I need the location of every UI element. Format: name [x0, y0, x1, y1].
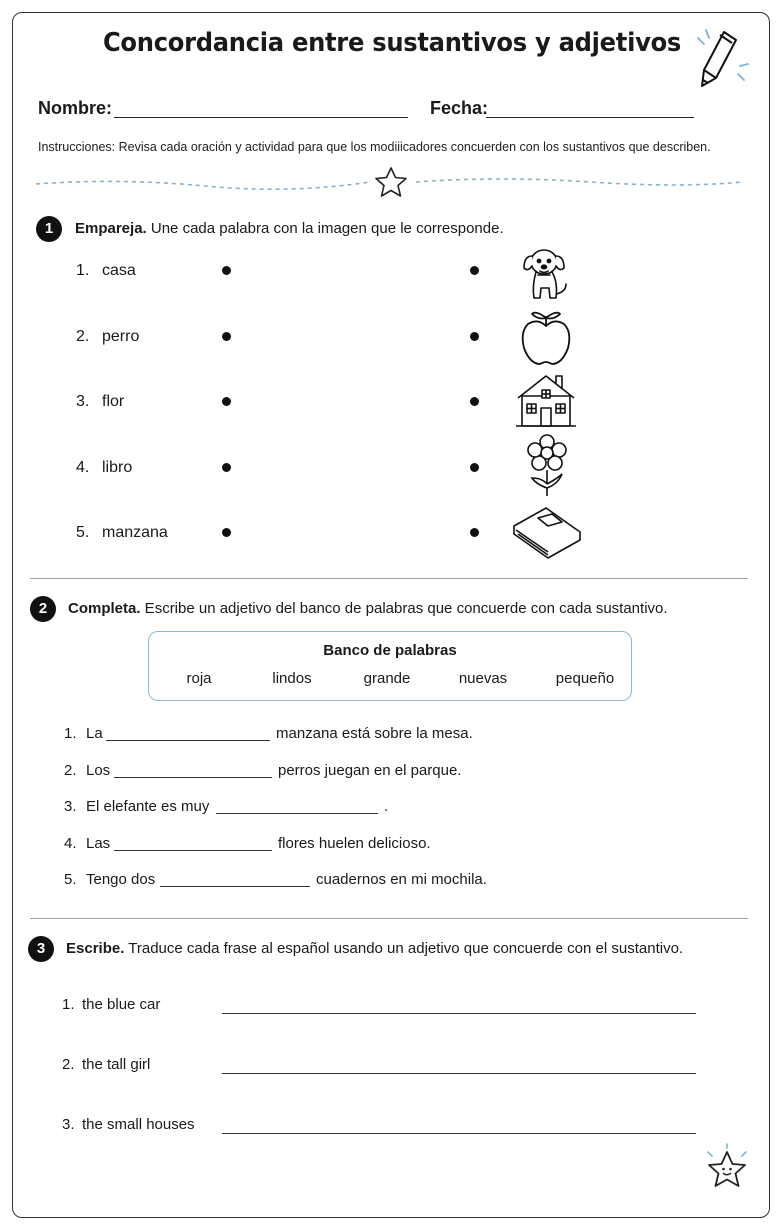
answer-blank[interactable]	[216, 813, 378, 814]
section-2-heading-text: Escribe un adjetivo del banco de palabras que concuerde con cada sustantivo.	[140, 600, 668, 617]
sentence-start: La	[86, 725, 103, 742]
section-3-heading	[66, 940, 683, 957]
section-2-heading	[68, 600, 668, 617]
match-item-word: perro	[102, 327, 140, 345]
match-right-dot[interactable]	[470, 463, 479, 472]
sentence-number: 1.	[64, 725, 77, 742]
match-item-number: 3.	[76, 393, 90, 410]
sentence-end: .	[384, 798, 389, 816]
word-bank-word: roja	[186, 670, 212, 687]
word-bank-title: Banco de palabras	[323, 642, 457, 659]
answer-blank[interactable]	[114, 850, 272, 851]
sentence-number: 4.	[64, 834, 77, 852]
section-3-number: 3	[28, 936, 54, 962]
flower-icon[interactable]	[526, 434, 568, 498]
match-item-number: 2.	[76, 327, 90, 345]
answer-blank[interactable]	[160, 886, 310, 887]
match-right-dot[interactable]	[470, 528, 479, 537]
date-field[interactable]	[486, 117, 694, 118]
sentence-end: flores huelen delicioso.	[278, 834, 431, 852]
translation-answer-line[interactable]	[222, 1133, 696, 1134]
word-bank-word: lindos	[272, 670, 312, 687]
match-item-word: manzana	[102, 524, 168, 541]
word-bank-word: pequeño	[555, 670, 615, 687]
section-1-heading-text: Une cada palabra con la imagen que le corresponde.	[146, 220, 504, 237]
sentence-end: manzana está sobre la mesa.	[276, 725, 473, 742]
section-divider	[30, 918, 748, 919]
sentence-number: 3.	[64, 798, 77, 816]
match-left-dot[interactable]	[222, 332, 231, 341]
phrase-number: 3.	[62, 1116, 75, 1133]
section-3-heading-text: Traduce cada frase al español usando un adjetivo que concuerde con el sustantivo.	[124, 940, 684, 957]
star-icon	[376, 168, 406, 196]
match-left-dot[interactable]	[222, 397, 231, 406]
section-1-heading-bold: Empareja.	[75, 220, 147, 237]
sentence-number: 5.	[64, 871, 77, 889]
sentence-start: Tengo dos	[86, 871, 156, 889]
section-1-heading	[75, 220, 504, 237]
phrase-number: 1.	[62, 996, 75, 1013]
name-label: Nombre:	[38, 98, 113, 118]
match-right-dot[interactable]	[470, 266, 479, 275]
sentence-end: cuadernos en mi mochila.	[316, 871, 487, 889]
match-left-dot[interactable]	[222, 463, 231, 472]
section-divider	[30, 578, 748, 579]
answer-blank[interactable]	[114, 777, 272, 778]
section-2-heading-bold: Completa.	[68, 600, 141, 617]
match-left-dot[interactable]	[222, 266, 231, 275]
instructions: Instrucciones: Revisa cada oración y actividad para que los modiiicadores concuerden con los sustantivos que describen.	[38, 140, 711, 154]
section-3-heading-bold: Escribe.	[66, 940, 125, 957]
pencil-icon	[694, 26, 750, 92]
match-item-number: 1.	[76, 262, 90, 279]
smiling-star-icon	[698, 1142, 756, 1198]
sentence-number: 2.	[64, 761, 77, 779]
match-right-dot[interactable]	[470, 332, 479, 341]
word-bank-word: grande	[363, 670, 411, 687]
match-item-word: casa	[102, 262, 136, 279]
sentence-start: Los	[86, 761, 111, 779]
date-label: Fecha:	[430, 98, 489, 118]
translation-answer-line[interactable]	[222, 1073, 696, 1074]
section-2-number: 2	[30, 596, 56, 622]
phrase-text: the small houses	[82, 1116, 195, 1133]
match-right-dot[interactable]	[470, 397, 479, 406]
phrase-number: 2.	[62, 1056, 75, 1073]
name-field[interactable]	[114, 117, 408, 118]
house-icon[interactable]	[514, 372, 580, 430]
dog-icon[interactable]	[514, 242, 574, 304]
apple-icon[interactable]	[518, 306, 574, 368]
answer-blank[interactable]	[106, 740, 270, 741]
sentence-start: El elefante es muy	[86, 798, 210, 816]
decorative-divider	[30, 164, 750, 200]
phrase-text: the blue car	[82, 996, 161, 1013]
sentence-start: Las	[86, 834, 111, 852]
word-bank	[148, 631, 632, 701]
match-item-number: 5.	[76, 524, 90, 541]
book-icon[interactable]	[510, 504, 584, 560]
match-left-dot[interactable]	[222, 528, 231, 537]
translation-answer-line[interactable]	[222, 1013, 696, 1014]
sentence-end: perros juegan en el parque.	[278, 761, 462, 779]
section-1-number: 1	[36, 216, 62, 242]
word-bank-word: nuevas	[458, 670, 508, 687]
phrase-text: the tall girl	[82, 1056, 151, 1073]
match-item-word: flor	[102, 393, 125, 410]
match-item-number: 4.	[76, 458, 90, 476]
page-title: Concordancia entre sustantivos y adjetivos	[102, 28, 682, 58]
match-item-word: libro	[102, 458, 133, 476]
